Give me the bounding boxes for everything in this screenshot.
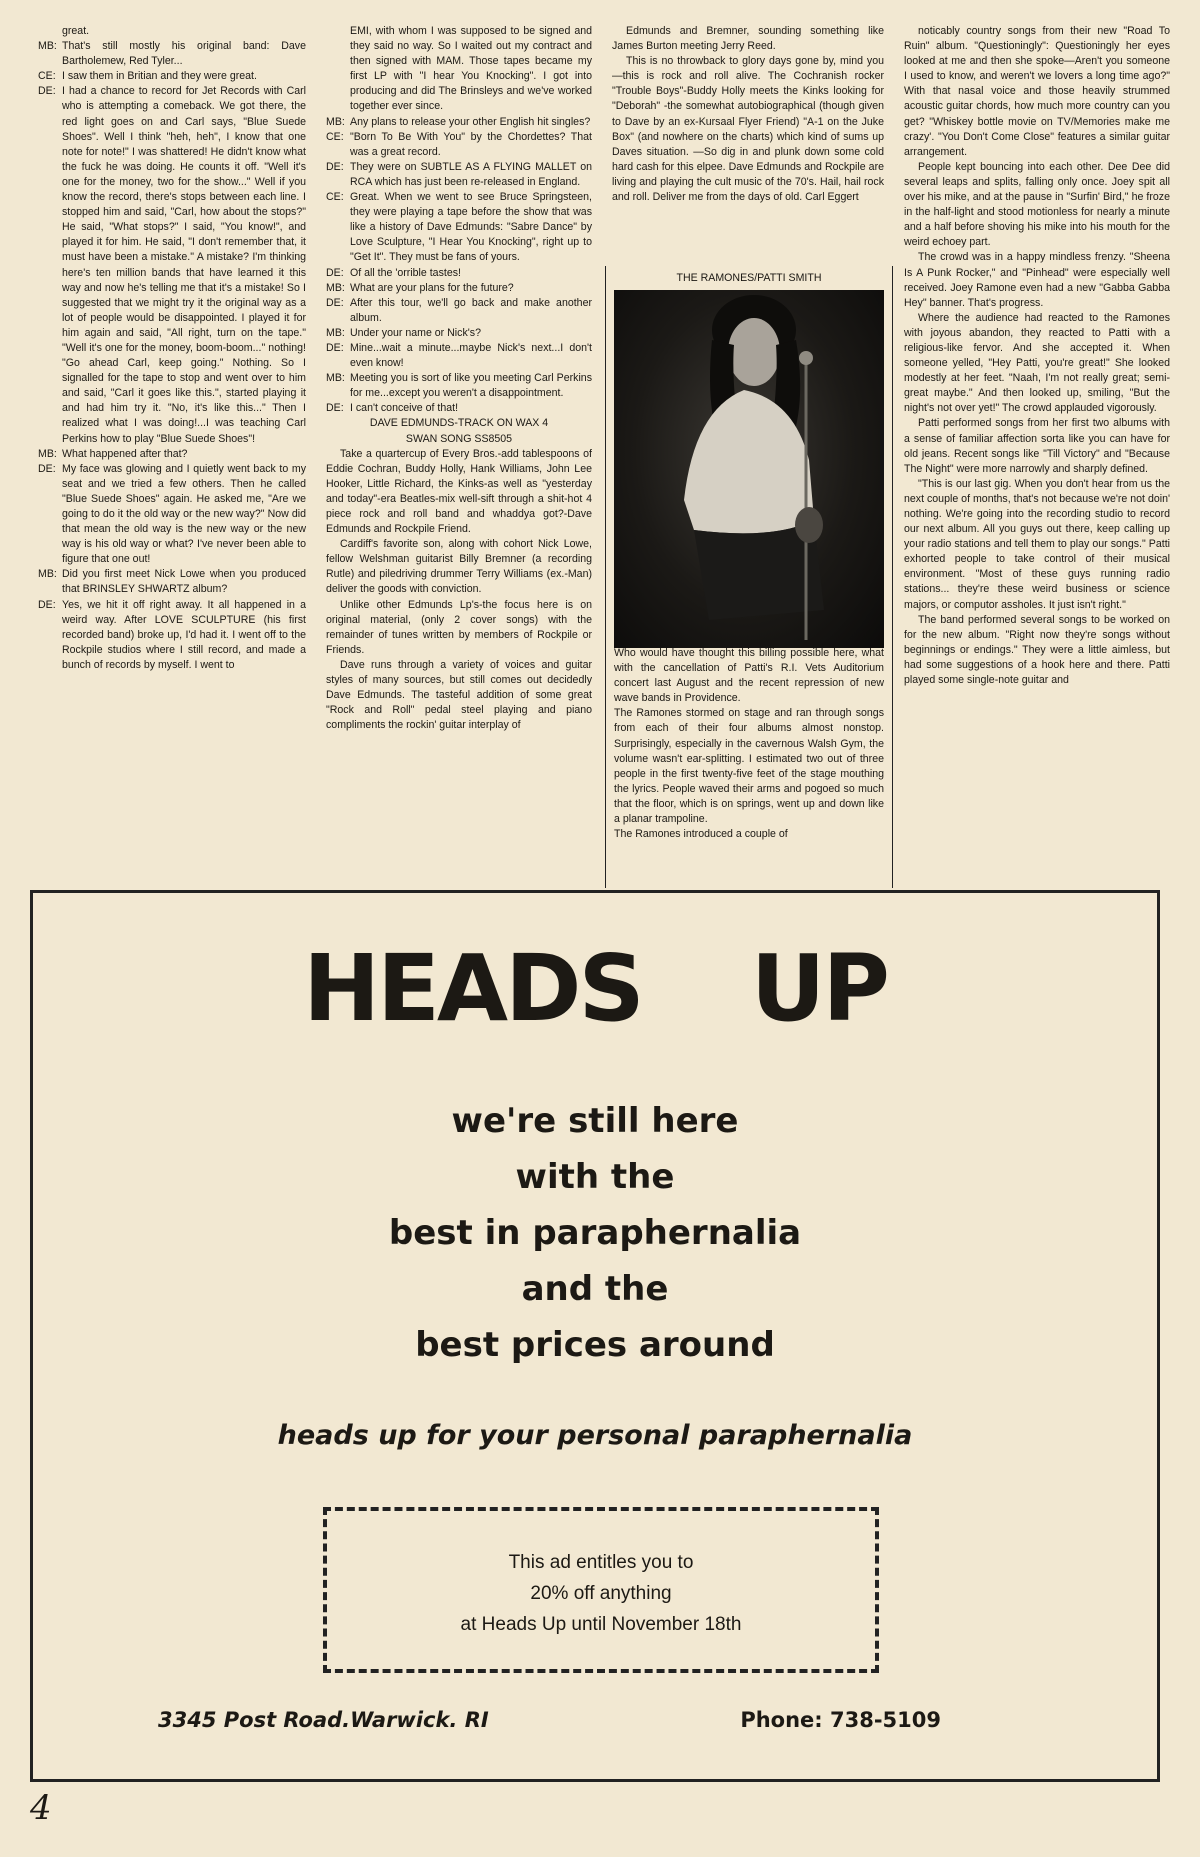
speaker-text: What are your plans for the future? [350,281,514,294]
speaker-label: CE: [38,70,56,83]
caption-paragraph: The Ramones stormed on stage and ran through songs from each of their four albums almost nonstop. Surprisingly, especially in the cavernous Walsh Gym, the volume wasn't ear-splitting. I estimated two out of three people in the first twenty-five feet of the stage mouthing the lyrics. People waved their arms and pogoed so much that the floor, which is on springs, went up and down like a planar trampoline. [614,707,884,826]
ad-line: best prices around [415,1325,775,1365]
interview-line [326,115,592,130]
review-paragraph: Take a quartercup of Every Bros.-add tablespoons of Eddie Cochran, Buddy Holly, Hank Williams, John Lee Hooker, Little Richard, the Kinks-as well as "yesterday and today"-era Beatles-mix well-sift through a shit-hot 4 piece rock and roll band and whaddya got?-Dave Edmunds and Rockpile Friend. [326,447,592,536]
speaker-text: Of all the 'orrible tastes! [350,266,461,279]
discount-coupon [323,1507,879,1673]
speaker-text: That's still mostly his original band: Dave Bartholemew, Red Tyler... [62,40,306,68]
ad-tagline: heads up for your personal paraphernalia [277,1420,913,1451]
interview-line [38,598,306,673]
interview-line [38,39,306,69]
speaker-label: MB: [326,115,345,128]
speaker-label: DE: [326,402,344,415]
interview-line [38,24,306,39]
speaker-text: Great. When we went to see Bruce Springsteen, they were playing a tape before the show that was like a history of Dave Edmunds: "Sabre Dance" by Love Sculpture, "I Hear You Knocking", right up to "Get It". They must be fans of yours. [350,191,592,264]
heads-up-advertisement [30,890,1160,1782]
speaker-label: MB: [38,40,57,53]
speaker-label: MB: [326,326,345,339]
concert-paragraph: The crowd was in a happy mindless frenzy. "Sheena Is A Punk Rocker," and "Pinhead" were especially well received. Joey Ramone even had a new "Gabba Gabba Hey" banner. That's progress. [904,251,1170,309]
speaker-label: DE: [326,266,344,279]
interview-line [38,84,306,446]
speaker-label: DE: [38,598,56,611]
ad-line: best in paraphernalia [388,1213,802,1253]
interview-line [38,69,306,84]
concert-paragraph: noticably country songs from their new "Road To Ruin" album. "Questioningly": Questioningly her eyes looked at me and then she spoke—Aren't you someone I used to know, and weren't we lovers a long time ago?" With that nasal voice and those heavily strummed acoustic guitar chords, how much more country can you get? "Whiskey bottle movie on TV/Memories make me crazy'. "You Don't Come Close" features a similar guitar arrangement. [904,25,1170,158]
review-heading: DAVE EDMUNDS-TRACK ON WAX 4 [369,417,549,430]
speaker-text: I saw them in Britian and they were great. [62,70,257,83]
speaker-label: DE: [326,341,344,354]
interview-column-2 [326,24,592,888]
speaker-text: Any plans to release your other English hit singles? [350,115,591,128]
interview-line [326,24,592,115]
page-number: 4 [30,1788,52,1828]
speaker-label: MB: [38,447,57,460]
coupon-text [327,1547,875,1640]
speaker-label: DE: [38,462,56,475]
speaker-label: MB: [38,568,57,581]
speaker-label: DE: [326,296,344,309]
ad-line: we're still here [451,1101,739,1141]
interview-line [326,296,592,326]
interview-line [326,326,592,341]
speaker-label: MB: [326,281,345,294]
interview-line [38,462,306,568]
interview-line [326,371,592,401]
review-paragraph: Cardiff's favorite son, along with cohort Nick Lowe, fellow Welshman guitarist Billy Bremner (a recording Rutle) and piledriving drummer Terry Williams (ex.-Man) deliver the goods with conviction. [326,538,592,596]
photo-title: THE RAMONES/PATTI SMITH [676,272,822,284]
store-phone: Phone: 738-5109 [740,1708,941,1732]
speaker-text: Under your name or Nick's? [350,326,481,339]
speaker-text: My face was glowing and I quietly went back to my seat and we tried a few others. Then he called "Blue Suede Shoes" again. He asked me, "Are we going to do it the old way or the new way?" Now did that mean the old way is the new way or the new way is his old way or what? I've never been able to figure that one out! [62,462,306,566]
interview-line [38,447,306,462]
review-catalog-number: SWAN SONG SS8505 [405,432,513,445]
speaker-text: EMI, with whom I was supposed to be signed and they said no way. So I waited out my contract and then signed with MAM. Those tapes became my first LP with "I hear You Knocking". I got into producing and did The Brinsleys and we've worked together ever since. [350,25,592,113]
concert-paragraph: Patti performed songs from her first two albums with a sense of familiar affection sorta like you can have for old jeans. Recent songs like "Till Victory" and "Because The Night" were more narrowly and sharply defined. [904,417,1170,475]
interview-line [326,190,592,265]
speaker-text: Mine...wait a minute...maybe Nick's next...I don't even know! [350,341,592,370]
interview-line [326,341,592,371]
review-column-3 [612,24,884,264]
interview-line [326,401,592,416]
coupon-line: This ad entitles you to [508,1552,694,1573]
ad-line: and the [521,1269,669,1309]
speaker-label [38,24,62,39]
speaker-text: "Born To Be With You" by the Chordettes? That was a great record. [350,130,592,158]
interview-column-1 [38,24,306,888]
speaker-label: DE: [326,160,344,173]
concert-paragraph: People kept bouncing into each other. Dee Dee did several leaps and splits, falling only once. Joey spit all over his mike, and at the pause in "Surfin' Bird," he froze in the half-light and stood motionless for nearly a minute and a half before shoving his mike into his mouth for the weird echoey part. [904,160,1170,249]
interview-line [326,130,592,160]
speaker-text: I can't conceive of that! [350,402,459,415]
photo-caption [614,646,884,842]
speaker-label: CE: [326,191,344,204]
speaker-label: MB: [326,372,345,385]
concert-paragraph: "This is our last gig. When you don't hear from us the next couple of months, that's not because we're not doin' nothing. We're going into the recording studio to record our next album. All you guys out there, keep calling up your radio stations and tell them to play our songs." Patti exhorted people to take control of their musical environment. "Most of these guys running radio stations... they're these weird business or science majors, or computor assholes. It just isn't right." [904,477,1170,611]
patti-smith-photo [614,290,884,648]
review-paragraph: Dave runs through a variety of voices and guitar styles of many sources, but still comes out decidedly Dave Edmunds. The tasteful addition of some great "Rock and Roll" pedal steel playing and piano compliments the rockin' guitar interplay of [326,658,592,732]
speaker-text: I had a chance to record for Jet Records with Carl who is attempting a comeback. We got there, the red light goes on and Carl says, "Blue Suede Shoes". Well I think "heh, heh", I know that one note for note!" I was shattered! He didn't know what the fuck he was doing. He counts it off. "Well it's one for the money, two for the show..." Well if you know the record, there's stops between each line. I stopped him and said, "Carl, how about the stops?" He said, "What stops?" I said, "You know!", and played it for him. He said, "I don't remember that, it must have been a mistake." A mistake? I'm thinking here's ten million bands that have learned it this way and now he's telling me that it's a mistake! So I suggested that we might try it the original way as a lot of people would be disappointed. I played it for him again and said, "All right, turn on the tape." "Well it's one for the money, boom-boom..." nothing! "Go ahead Carl, keep going." Nothing. So I signalled for the tape to stop and went over to him and said, "Carl it goes like this.", started playing it and had him try it. "No, it's like this..." Then I realized what I was doing!...I was teaching Carl Perkins how to play "Blue Suede Shoes"! [62,85,306,445]
speaker-text: Meeting you is sort of like you meeting Carl Perkins for me...except you weren't a disappointment. [350,372,592,400]
speaker-label: CE: [326,130,344,143]
speaker-text: Yes, we hit it off right away. It all happened in a weird way. After LOVE SCULPTURE (his first recorded band) broke up, I'd had it. I went off to the Rockpile studios where I still record, and made a bunch of records by myself. I went to [62,598,306,671]
concert-paragraph: Where the audience had reacted to the Ramones with joyous abandon, they reacted to Patti with a religious-like fervor. And she accepted it. When someone yelled, "Hey Patti, you're great!" She looked modestly at her feet. "Naah, I'm not really great; semi-great maybe." And then looked up, smiling, "But the night's not over yet!" The crowd applauded vigorously. [904,311,1170,415]
speaker-text: Did you first meet Nick Lowe when you produced that BRINSLEY SHWARTZ album? [62,568,306,596]
review-paragraph: Edmunds and Bremner, sounding something like James Burton meeting Jerry Reed. [612,25,884,53]
speaker-text: After this tour, we'll go back and make another album. [350,296,592,324]
interview-line [38,567,306,597]
coupon-line: at Heads Up until November 18th [460,1614,742,1635]
concert-paragraph: The band performed several songs to be worked on for the new album. "Right now they're songs without beginnings or endings." They were a little aimless, but had some suggestions of a hook here and there. Patti played some single-note guitar and [904,613,1170,687]
concert-photo-panel [605,266,893,888]
caption-paragraph: The Ramones introduced a couple of [614,828,788,841]
ad-line: with the [515,1157,675,1197]
speaker-text: great. [62,25,90,37]
ad-title: HEADS UP [303,935,887,1042]
interview-line [326,281,592,296]
review-paragraph: This is no throwback to glory days gone by, mind you—this is rock and roll alive. The Cochranish rocker "Trouble Boys"-Buddy Holly meets the Kinks looking for "Deborah" -the somewhat autobiographical (though given to Dave by an ex-Kursaal Flyer Friend) "A-1 on the Juke Box" (and nowhere on the charts) which kind of sums up Daves situation. —So dig in and plunk down some cold hard cash for this elpee. Dave Edmunds and Rockpile are living and playing the cult music of the 70's. Hail, hail rock and roll. Deliver me from the days of old. Carl Eggert [612,55,884,204]
coupon-line: 20% off anything [530,1583,672,1604]
speaker-label: DE: [38,85,56,98]
ad-message [33,1093,1157,1373]
interview-line [326,266,592,281]
concert-review-column-4 [904,24,1170,888]
store-address: 3345 Post Road.Warwick. RI [158,1708,489,1732]
speaker-label [326,24,350,115]
speaker-text: What happened after that? [62,447,188,460]
review-paragraph: Unlike other Edmunds Lp's-the focus here is on original material, (only 2 cover songs) with the remainder of tunes written by members of Rockpile or Friends. [326,598,592,656]
speaker-text: They were on SUBTLE AS A FLYING MALLET on RCA which has just been re-released in England. [350,160,592,188]
interview-line [326,160,592,190]
caption-paragraph: Who would have thought this billing possible here, what with the cancellation of Patti's R.I. Vets Auditorium concert last August and the recent repression of new wave bands in Providence. [614,647,884,705]
